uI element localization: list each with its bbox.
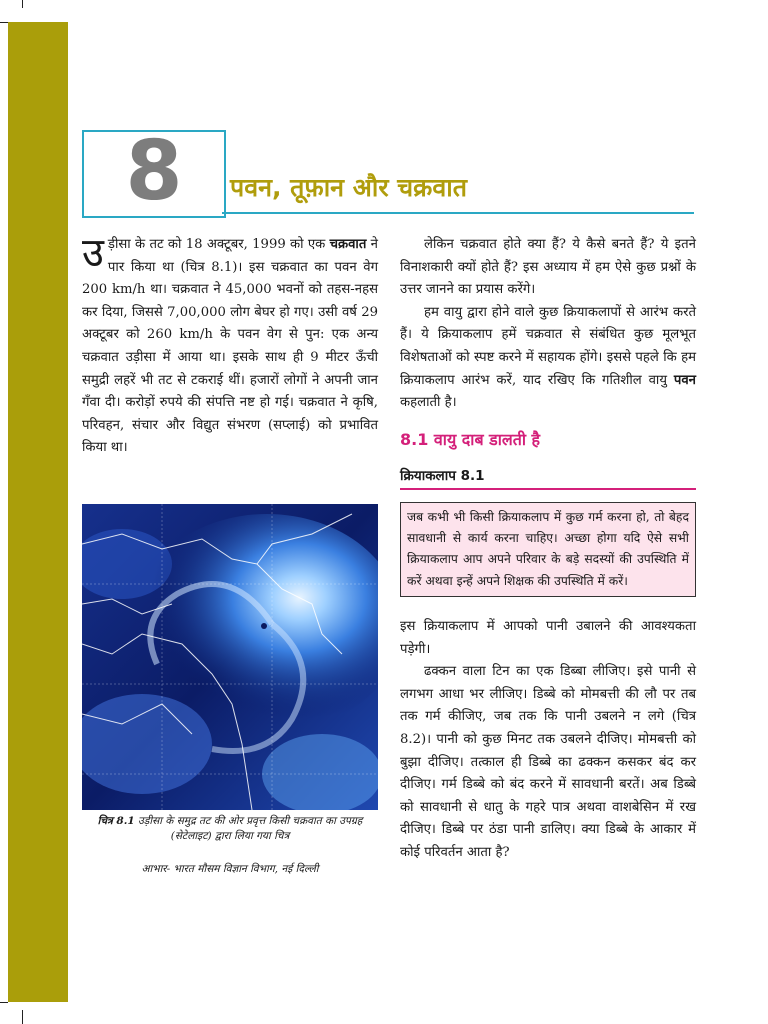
intro-text-1: ड़ीसा के तट को 18 अक्टूबर, 1999 को एक (107, 237, 330, 252)
safety-note-box: जब कभी भी किसी क्रियाकलाप में कुछ गर्म करना हो, तो बेहद सावधानी से कार्य करना चाहिए। अच्छा होगा यदि ऐसे सभी क्रियाकलाप आप अपने परिवार के बड़े सदस्यों की उपस्थिति में करें अथवा इन्हें अपने शिक्षक की उपस्थिति में करें। (400, 502, 696, 597)
wind-text-2: कहलाती है। (400, 395, 457, 411)
intro-text-2: ने पार किया था (चित्र 8.1)। इस चक्रवात का पवन वेग 200 km/h था। चक्रवात ने 45,000 भवनों को तहस-नहस कर दिया, जिससे 7,00,000 लोग बेघर हो गए। उसी वर्ष 29 अक्टूबर को 260 km/h के पवन वेग से पुन: एक अन्य चक्रवात उड़ीसा में आया था। इसके साथ ही 9 मीटर ऊँची समुद्री लहरें भी तट से टकराई थीं। हजारों लोगों ने अपनी जान गँवा दी। करोड़ों रुपये की संपत्ति नष्ट हो गई। चक्रवात ने कृषि, परिवहन, संचार और विद्युत संभरण (सप्लाई) को प्रभावित किया था। (82, 237, 378, 456)
intro-column (82, 230, 378, 460)
activity-rule (400, 488, 696, 490)
chapter-sidebar-bar (8, 22, 68, 1002)
questions-paragraph: लेकिन चक्रवात होते क्या हैं? ये कैसे बनते हैं? ये इतने विनाशकारी क्यों होते हैं? इस अध्याय में हम ऐसे कुछ प्रश्नों के उत्तर जानने का प्रयास करेंगे। (400, 237, 696, 298)
crop-mark (0, 22, 8, 23)
activity-steps-paragraph: ढक्कन वाला टिन का एक डिब्बा लीजिए। इसे पानी से लगभग आधा भर लीजिए। डिब्बे को मोमबत्ती की लौ पर तब तक गर्म कीजिए, जब तक कि पानी उबलने न लगे (चित्र 8.2)। पानी को कुछ मिनट तक उबलने दीजिए। मोमबत्ती को बुझा दीजिए। तत्काल ही डिब्बे का ढक्कन कसकर बंद कर दीजिए। गर्म डिब्बे को बंद करने में सावधानी बरतें। अब डिब्बे को सावधानी से धातु के गहरे पात्र अथवा वाशबेसिन में रख दीजिए। डिब्बे पर ठंडा पानी डालिए। क्या डिब्बे के आकार में कोई परिवर्तन आता है? (400, 664, 696, 860)
wind-text-1: हम वायु द्वारा होने वाले कुछ क्रियाकलापों से आरंभ करते हैं। ये क्रियाकलाप हमें चक्रवात से संबंधित कुछ मूलभूत विशेषताओं को स्पष्ट करने में सहायक होंगे। इससे पहले कि हम क्रियाकलाप आरंभ करें, याद रखिए कि गतिशील वायु (400, 304, 696, 388)
chapter-number-box (82, 124, 226, 219)
cyclone-satellite-image (82, 504, 378, 810)
figure-caption (82, 814, 378, 844)
section-heading: 8.1 वायु दाब डालती है (400, 430, 541, 449)
activity-intro-paragraph: इस क्रियाकलाप में आपको पानी उबालने की आवश्यकता पड़ेगी। (400, 619, 696, 657)
intro-paragraph (82, 230, 378, 460)
crop-mark (0, 1002, 8, 1003)
title-underline (222, 212, 694, 214)
drop-cap: उ (82, 230, 104, 276)
wind-bold-term: पवन (673, 372, 696, 388)
crop-mark (22, 1010, 23, 1024)
right-column-bottom (400, 616, 696, 865)
crop-mark (22, 0, 23, 8)
wind-paragraph (400, 302, 696, 415)
activity-label: क्रियाकलाप 8.1 (400, 468, 485, 484)
chapter-title: पवन, तूफ़ान और चक्रवात (230, 173, 467, 202)
intro-bold-term: चक्रवात (329, 237, 367, 252)
figure-caption-text: उड़ीसा के समुद्र तट की ओर प्रवृत्त किसी चक्रवात का उपग्रह (सेटेलाइट) द्वारा लिया गया चित्र (134, 815, 363, 842)
figure-label: चित्र 8.1 (97, 815, 135, 827)
right-column-top (400, 234, 696, 415)
chapter-number: 8 (125, 124, 183, 219)
figure-source: आभार- भारत मौसम विज्ञान विभाग, नई दिल्ली (141, 863, 319, 875)
